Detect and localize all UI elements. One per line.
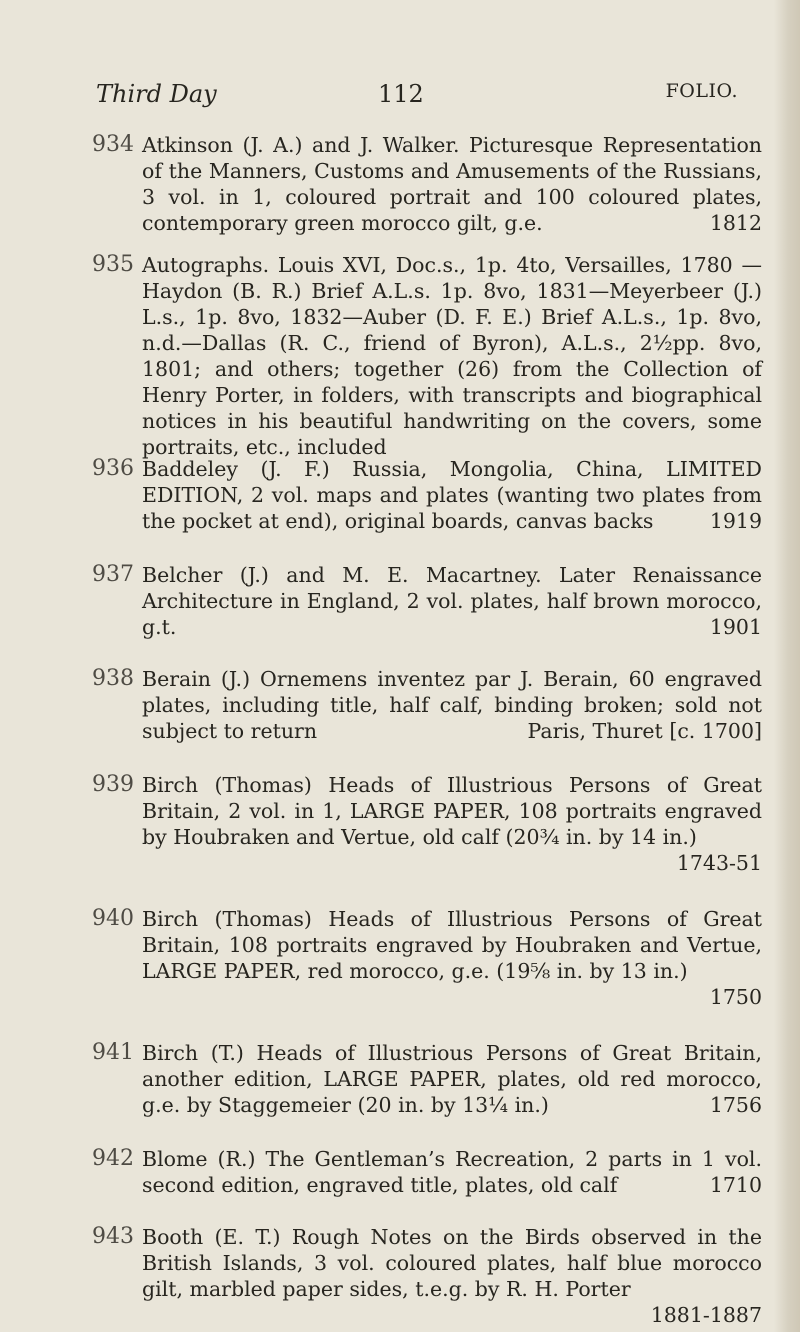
lot-number: 942: [92, 1146, 134, 1171]
lot-description: [142, 772, 762, 876]
lot-text: Berain (J.) Ornemens inventez par J. Berain, 60 engraved plates, including title, half calf, binding broken; sold not subject to return: [142, 667, 762, 743]
page-header: [96, 80, 738, 110]
lot-date: 1881-1887: [650, 1303, 762, 1327]
lot-number: 938: [92, 666, 134, 691]
lot-date: 1750: [709, 985, 762, 1009]
lot-date: 1812: [709, 211, 762, 235]
lot-description: [142, 132, 762, 236]
page-edge-shadow: [774, 0, 800, 1332]
lot-description: [142, 906, 762, 1010]
lot-text: Blome (R.) The Gentleman’s Recreation, 2 parts in 1 vol. second edition, engraved title, plates, old calf: [142, 1147, 762, 1197]
lot-description: [142, 1224, 762, 1328]
lot-description: [142, 666, 762, 744]
lot-number: 935: [92, 252, 134, 277]
lot-number: 943: [92, 1224, 134, 1249]
lot-text: Booth (E. T.) Rough Notes on the Birds observed in the British Islands, 3 vol. coloured plates, half blue morocco gilt, marbled paper sides, t.e.g. by R. H. Porter: [142, 1225, 762, 1301]
lot-number: 937: [92, 562, 134, 587]
lot-date: 1743-51: [676, 851, 762, 875]
lot-text: Baddeley (J. F.) Russia, Mongolia, China, LIMITED EDITION, 2 vol. maps and plates (wanting two plates from the pocket at end), original boards, canvas backs: [142, 457, 762, 533]
lot-description: [142, 562, 762, 640]
lot-text: Belcher (J.) and M. E. Macartney. Later Renaissance Architecture in England, 2 vol. plates, half brown morocco, g.t.: [142, 563, 762, 639]
lot-number: 936: [92, 456, 134, 481]
lot-number: 939: [92, 772, 134, 797]
lot-number: 934: [92, 132, 134, 157]
lot-date: 1710: [709, 1173, 762, 1197]
lot-text: Atkinson (J. A.) and J. Walker. Picturesque Representation of the Manners, Customs and Amusements of the Russians, 3 vol. in 1, coloured portrait and 100 coloured plates, contemporary green morocco gilt, g.e.: [142, 133, 762, 235]
lot-text: Birch (Thomas) Heads of Illustrious Persons of Great Britain, 2 vol. in 1, LARGE PAPER, 108 portraits engraved by Houbraken and Vertue, old calf (20¾ in. by 14 in.): [142, 773, 762, 849]
lot-number: 941: [92, 1040, 134, 1065]
lot-description: [142, 1146, 762, 1198]
lot-text: Autographs. Louis XVI, Doc.s., 1p. 4to, Versailles, 1780 —Haydon (B. R.) Brief A.L.s. 1p. 8vo, 1831—Meyerbeer (J.) L.s., 1p. 8vo, 1832—Auber (D. F. E.) Brief A.L.s., 1p. 8vo, n.d.—Dallas (R. C., friend of Byron), A.L.s., 2½pp. 8vo, 1801; and others; together (26) from the Collection of Henry Porter, in folders, with transcripts and biographical notices in his beautiful handwriting on the covers, some portraits, etc., included: [142, 253, 762, 459]
lot-date: 1756: [709, 1093, 762, 1117]
lot-number: 940: [92, 906, 134, 931]
lot-date: 1919: [709, 509, 762, 533]
lot-description: [142, 1040, 762, 1118]
format-label: FOLIO.: [665, 80, 738, 102]
page-number: 112: [378, 80, 424, 108]
section-title: Third Day: [96, 80, 217, 108]
lot-text: Birch (Thomas) Heads of Illustrious Persons of Great Britain, 108 portraits engraved by Houbraken and Vertue, LARGE PAPER, red morocco, g.e. (19⅝ in. by 13 in.): [142, 907, 762, 983]
lot-date: Paris, Thuret [c. 1700]: [527, 719, 762, 743]
lot-date: 1901: [709, 615, 762, 639]
lot-description: [142, 456, 762, 534]
lot-text: Birch (T.) Heads of Illustrious Persons of Great Britain, another edition, LARGE PAPER, plates, old red morocco, g.e. by Staggemeier (20 in. by 13¼ in.): [142, 1041, 762, 1117]
lot-description: [142, 252, 762, 460]
